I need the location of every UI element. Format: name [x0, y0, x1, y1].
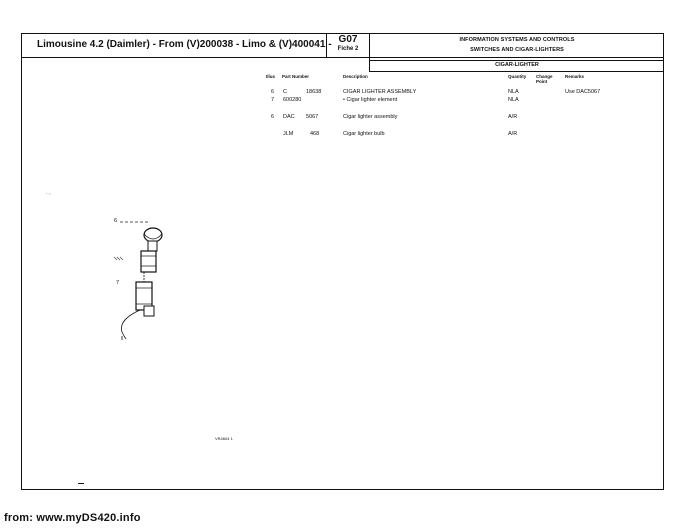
col-part-number: Part Number	[282, 74, 310, 79]
section-subtitle: SWITCHES AND CIGAR-LIGHTERS	[470, 47, 564, 53]
section-title: INFORMATION SYSTEMS AND CONTROLS	[459, 37, 575, 43]
row-1-quantity: NLA	[508, 89, 519, 95]
row-4-description: Cigar lighter bulb	[343, 131, 385, 137]
row-1-number: 18638	[306, 89, 322, 95]
cigar-lighter-drawing	[100, 210, 180, 345]
fiche-code	[327, 34, 369, 53]
row-2-prefix: 600280	[283, 97, 302, 103]
row-4-prefix: JLM	[283, 131, 294, 137]
page-mark	[78, 483, 84, 484]
row-1-description: CIGAR LIGHTER ASSEMBLY	[343, 89, 417, 95]
row-3-illus: 6	[271, 114, 275, 120]
callout-7: 7	[116, 280, 120, 286]
row-2-quantity: NLA	[508, 97, 519, 103]
row-3-prefix: DAC	[283, 114, 295, 120]
cigar-lighter-illustration	[100, 210, 180, 350]
row-1-illus: 6	[271, 89, 275, 95]
lighter-neck	[148, 241, 157, 251]
fiche-number: Fiche 2	[337, 46, 359, 52]
row-2-description: • Cigar lighter element	[343, 97, 398, 103]
col-change-point: Change Point	[536, 74, 553, 84]
group-code: G07	[338, 34, 358, 45]
source-footer: from: www.myDS420.info	[4, 512, 141, 524]
row-3-number: 5067	[306, 114, 319, 120]
row-4-number: 468	[310, 131, 320, 137]
row-1-remarks: Use DAC5067	[565, 89, 601, 95]
lighter-knob	[144, 228, 162, 242]
col-description: Description	[343, 74, 368, 79]
lighter-body	[141, 251, 156, 272]
bulb-holder	[144, 306, 154, 316]
header-divider	[21, 57, 664, 58]
row-4-quantity: A/R	[508, 131, 518, 137]
row-2-illus: 7	[271, 97, 275, 103]
page-title: Limousine 4.2 (Daimler) - From (V)200038 - Limo & (V)400041 -	[37, 39, 332, 50]
col-quantity: Quantity	[508, 74, 527, 79]
row-3-quantity: A/R	[508, 114, 518, 120]
callout-6: 6	[114, 218, 118, 224]
subsection-title: CIGAR-LIGHTER	[495, 62, 539, 68]
lighter-wire	[121, 310, 140, 338]
col-illus: Illus	[266, 74, 276, 79]
row-3-description: Cigar lighter assembly	[343, 114, 398, 120]
row-1-prefix: C	[283, 89, 287, 95]
illustration-ref: VR4604 1	[215, 436, 233, 441]
stray-mark: - ,,	[46, 190, 51, 195]
col-remarks: Remarks	[565, 74, 585, 79]
